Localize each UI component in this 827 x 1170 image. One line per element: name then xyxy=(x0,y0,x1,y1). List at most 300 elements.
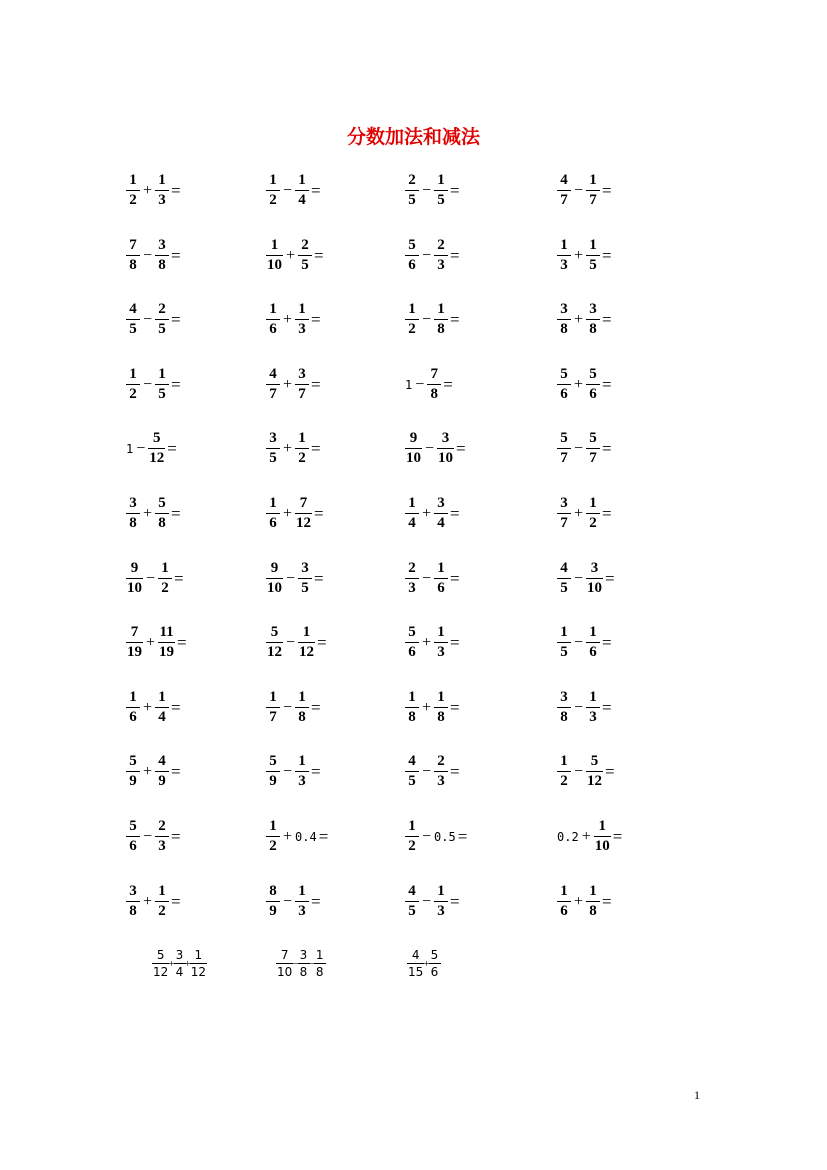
operator-sign: + xyxy=(574,504,584,522)
denominator: 4 xyxy=(434,513,448,532)
denominator: 10 xyxy=(587,580,603,596)
denominator: 3 xyxy=(434,642,448,661)
operator-sign: − xyxy=(415,375,425,393)
math-problem xyxy=(266,366,321,403)
fraction xyxy=(126,560,143,597)
denominator: 6 xyxy=(429,963,441,979)
fraction xyxy=(586,560,603,597)
fraction xyxy=(434,689,448,726)
equals-sign: = xyxy=(314,503,324,523)
equals-sign: = xyxy=(314,568,324,588)
math-problem xyxy=(266,237,324,274)
denominator: 3 xyxy=(155,836,169,855)
equals-sign: = xyxy=(457,826,468,846)
numerator: 4 xyxy=(408,883,416,899)
numerator: 3 xyxy=(158,237,166,253)
numerator: 3 xyxy=(269,430,277,446)
operator-sign: + xyxy=(143,762,153,780)
equals-sign: = xyxy=(450,245,460,265)
denominator: 9 xyxy=(266,771,280,790)
numerator: 5 xyxy=(560,366,568,382)
fraction xyxy=(407,948,424,979)
fraction xyxy=(126,495,140,532)
numerator: 9 xyxy=(270,560,279,576)
numerator: 1 xyxy=(270,237,279,253)
operator-sign: + xyxy=(283,827,293,845)
fraction xyxy=(557,495,571,532)
equals-sign: = xyxy=(443,374,453,394)
whole-number: 1 xyxy=(126,441,134,456)
denominator: 3 xyxy=(405,578,419,597)
operator-sign: − xyxy=(574,698,584,716)
denominator: 2 xyxy=(405,319,419,338)
operator-sign: − xyxy=(286,633,296,651)
fraction xyxy=(405,818,419,855)
numerator: 4 xyxy=(560,560,568,576)
denominator: 5 xyxy=(155,384,169,403)
numerator: 1 xyxy=(298,753,306,769)
equals-sign: = xyxy=(171,309,181,329)
numerator: 3 xyxy=(175,948,184,962)
denominator: 3 xyxy=(434,771,448,790)
math-problem xyxy=(126,430,177,467)
fraction xyxy=(266,883,280,920)
numerator: 1 xyxy=(408,689,416,705)
math-problem xyxy=(557,560,615,597)
denominator: 2 xyxy=(126,384,140,403)
operator-sign: + xyxy=(283,375,293,393)
denominator: 3 xyxy=(434,255,448,274)
fraction xyxy=(155,818,169,855)
operator-sign: − xyxy=(425,439,435,457)
denominator: 8 xyxy=(557,319,571,338)
denominator: 15 xyxy=(408,965,424,979)
operator-sign: − xyxy=(308,957,315,970)
denominator: 9 xyxy=(126,771,140,790)
equals-sign: = xyxy=(602,632,612,652)
operator-sign: − xyxy=(283,181,293,199)
numerator: 3 xyxy=(560,301,568,317)
numerator: 3 xyxy=(299,948,308,962)
whole-number: 0.2 xyxy=(557,829,579,844)
operator-sign: − xyxy=(574,762,584,780)
numerator: 5 xyxy=(269,753,277,769)
numerator: 1 xyxy=(269,172,277,188)
equals-sign: = xyxy=(602,697,612,717)
math-problem xyxy=(126,624,187,661)
denominator: 2 xyxy=(155,901,169,920)
numerator: 1 xyxy=(158,883,166,899)
numerator: 2 xyxy=(408,172,416,188)
page-number: 1 xyxy=(694,1088,700,1102)
denominator: 2 xyxy=(158,578,172,597)
fraction xyxy=(266,366,280,403)
numerator: 1 xyxy=(158,366,166,382)
denominator: 5 xyxy=(405,771,419,790)
fraction xyxy=(405,753,419,790)
fraction xyxy=(266,301,280,338)
denominator: 5 xyxy=(298,255,312,274)
denominator: 12 xyxy=(296,515,312,531)
math-problem xyxy=(126,172,181,209)
numerator: 1 xyxy=(589,495,597,511)
fraction xyxy=(148,430,165,467)
denominator: 3 xyxy=(295,771,309,790)
numerator: 5 xyxy=(129,753,137,769)
operator-sign: + xyxy=(574,310,584,328)
operator-sign: + xyxy=(143,892,153,910)
equals-sign: = xyxy=(171,891,181,911)
numerator: 3 xyxy=(441,430,450,446)
denominator: 9 xyxy=(155,771,169,790)
math-problem xyxy=(266,624,327,661)
fraction xyxy=(266,818,280,855)
numerator: 3 xyxy=(437,495,445,511)
numerator: 3 xyxy=(560,689,568,705)
fraction xyxy=(594,818,611,855)
denominator: 2 xyxy=(405,836,419,855)
equals-sign: = xyxy=(605,761,615,781)
math-problem xyxy=(266,301,321,338)
denominator: 10 xyxy=(406,450,421,466)
operator-sign: + xyxy=(283,439,293,457)
numerator: 4 xyxy=(408,753,416,769)
math-problem xyxy=(126,560,184,597)
numerator: 5 xyxy=(158,495,166,511)
equals-sign: = xyxy=(174,568,184,588)
denominator: 10 xyxy=(267,257,282,273)
fraction xyxy=(276,948,293,979)
fraction xyxy=(405,883,419,920)
operator-sign: − xyxy=(146,569,156,587)
numerator: 1 xyxy=(437,172,445,188)
denominator: 10 xyxy=(594,838,610,854)
numerator: 2 xyxy=(437,237,445,253)
denominator: 4 xyxy=(174,963,186,979)
numerator: 9 xyxy=(130,560,139,576)
fraction xyxy=(586,753,603,790)
denominator: 3 xyxy=(557,255,571,274)
denominator: 3 xyxy=(295,319,309,338)
denominator: 4 xyxy=(155,707,169,726)
math-problem xyxy=(266,883,321,920)
equals-sign: = xyxy=(311,761,321,781)
fraction xyxy=(152,948,169,979)
numerator: 3 xyxy=(129,883,137,899)
numerator: 1 xyxy=(298,172,306,188)
math-problem xyxy=(126,883,181,920)
denominator: 5 xyxy=(266,448,280,467)
numerator: 1 xyxy=(302,624,311,640)
operator-sign: − xyxy=(422,569,432,587)
numerator: 7 xyxy=(280,948,289,962)
fraction xyxy=(557,172,571,209)
numerator: 5 xyxy=(589,366,597,382)
equals-sign: = xyxy=(450,632,460,652)
denominator: 6 xyxy=(434,578,448,597)
fraction xyxy=(266,560,283,597)
fraction xyxy=(298,237,312,274)
denominator: 6 xyxy=(586,384,600,403)
math-problem xyxy=(405,818,467,855)
whole-number: 1 xyxy=(405,377,413,392)
fraction xyxy=(126,624,143,661)
equals-sign: = xyxy=(171,180,181,200)
fraction xyxy=(557,883,571,920)
fraction xyxy=(295,430,309,467)
math-problem xyxy=(126,753,181,790)
fraction xyxy=(434,560,448,597)
math-problem xyxy=(557,883,612,920)
fraction xyxy=(266,689,280,726)
fraction xyxy=(158,624,175,661)
numerator: 1 xyxy=(269,818,277,834)
equals-sign: = xyxy=(171,374,181,394)
numerator: 1 xyxy=(158,172,166,188)
denominator: 8 xyxy=(126,255,140,274)
operator-sign: − xyxy=(422,892,432,910)
fraction xyxy=(126,366,140,403)
fraction xyxy=(427,366,441,403)
equals-sign: = xyxy=(311,180,321,200)
denominator: 8 xyxy=(434,707,448,726)
operator-sign: + xyxy=(286,246,296,264)
denominator: 12 xyxy=(190,965,206,979)
denominator: 12 xyxy=(587,773,603,789)
denominator: 9 xyxy=(266,901,280,920)
denominator: 8 xyxy=(295,707,309,726)
numerator: 1 xyxy=(158,689,166,705)
equals-sign: = xyxy=(311,309,321,329)
fraction xyxy=(266,495,280,532)
denominator: 2 xyxy=(295,448,309,467)
numerator: 3 xyxy=(590,560,599,576)
operator-sign: − xyxy=(143,375,153,393)
denominator: 3 xyxy=(586,707,600,726)
fraction xyxy=(405,560,419,597)
equals-sign: = xyxy=(311,891,321,911)
denominator: 5 xyxy=(126,319,140,338)
numerator: 5 xyxy=(590,753,599,769)
denominator: 5 xyxy=(434,190,448,209)
math-problem xyxy=(557,818,622,855)
operator-sign: − xyxy=(574,439,584,457)
denominator: 12 xyxy=(267,644,282,660)
fraction xyxy=(557,366,571,403)
fraction xyxy=(266,753,280,790)
operator-sign: + xyxy=(422,504,432,522)
equals-sign: = xyxy=(450,761,460,781)
numerator: 5 xyxy=(560,430,568,446)
fraction xyxy=(557,301,571,338)
equals-sign: = xyxy=(605,568,615,588)
equals-sign: = xyxy=(311,697,321,717)
denominator: 4 xyxy=(295,190,309,209)
denominator: 5 xyxy=(298,578,312,597)
fraction xyxy=(295,753,309,790)
operator-sign: − xyxy=(143,310,153,328)
operator-sign: + xyxy=(423,957,430,970)
equals-sign: = xyxy=(612,826,623,846)
equals-sign: = xyxy=(602,245,612,265)
numerator: 1 xyxy=(589,237,597,253)
equals-sign: = xyxy=(456,438,466,458)
denominator: 6 xyxy=(586,642,600,661)
numerator: 5 xyxy=(430,948,439,962)
math-problem xyxy=(405,560,460,597)
numerator: 1 xyxy=(269,301,277,317)
denominator: 12 xyxy=(149,450,165,466)
numerator: 1 xyxy=(298,689,306,705)
equals-sign: = xyxy=(450,503,460,523)
fraction xyxy=(434,495,448,532)
fraction xyxy=(126,689,140,726)
denominator: 6 xyxy=(266,319,280,338)
numerator: 5 xyxy=(153,430,161,446)
equals-sign: = xyxy=(602,309,612,329)
math-problem xyxy=(405,753,460,790)
denominator: 5 xyxy=(586,255,600,274)
math-problem xyxy=(405,624,460,661)
numerator: 8 xyxy=(269,883,277,899)
math-problem xyxy=(266,430,321,467)
fraction xyxy=(434,237,448,274)
fraction xyxy=(155,172,169,209)
math-problem xyxy=(126,818,181,855)
fraction xyxy=(405,689,419,726)
numerator: 5 xyxy=(129,818,137,834)
numerator: 1 xyxy=(269,689,277,705)
math-problem xyxy=(126,301,181,338)
denominator: 5 xyxy=(557,578,571,597)
math-problem xyxy=(266,689,321,726)
denominator: 3 xyxy=(295,901,309,920)
numerator: 1 xyxy=(408,818,416,834)
operator-sign: + xyxy=(143,698,153,716)
fraction xyxy=(126,237,140,274)
operator-sign: − xyxy=(143,246,153,264)
denominator: 7 xyxy=(586,448,600,467)
numerator: 1 xyxy=(194,948,203,962)
denominator: 8 xyxy=(427,384,441,403)
fraction xyxy=(295,301,309,338)
denominator: 19 xyxy=(127,644,142,660)
denominator: 5 xyxy=(557,642,571,661)
equals-sign: = xyxy=(167,438,177,458)
numerator: 1 xyxy=(598,818,606,834)
math-problem xyxy=(407,948,441,979)
fraction xyxy=(586,172,600,209)
operator-sign: − xyxy=(283,892,293,910)
numerator: 3 xyxy=(301,560,309,576)
fraction xyxy=(266,237,283,274)
math-problem xyxy=(126,495,181,532)
numerator: 1 xyxy=(129,172,137,188)
fraction xyxy=(586,301,600,338)
math-problem xyxy=(557,753,615,790)
whole-number: 0.4 xyxy=(295,829,317,844)
math-problem xyxy=(557,624,612,661)
fraction xyxy=(266,172,280,209)
fraction xyxy=(266,624,283,661)
math-problem xyxy=(557,301,612,338)
operator-sign: + xyxy=(574,375,584,393)
numerator: 11 xyxy=(159,624,174,640)
math-problem xyxy=(557,495,612,532)
fraction xyxy=(155,753,169,790)
numerator: 1 xyxy=(560,624,568,640)
denominator: 8 xyxy=(155,255,169,274)
fraction xyxy=(586,689,600,726)
numerator: 1 xyxy=(560,237,568,253)
fraction xyxy=(434,753,448,790)
denominator: 8 xyxy=(405,707,419,726)
equals-sign: = xyxy=(311,374,321,394)
denominator: 5 xyxy=(405,901,419,920)
denominator: 8 xyxy=(586,319,600,338)
equals-sign: = xyxy=(318,826,329,846)
numerator: 1 xyxy=(408,495,416,511)
fraction xyxy=(266,430,280,467)
fraction xyxy=(298,560,312,597)
denominator: 2 xyxy=(266,190,280,209)
numerator: 7 xyxy=(430,366,439,382)
fraction xyxy=(557,689,571,726)
numerator: 9 xyxy=(409,430,418,446)
numerator: 3 xyxy=(560,495,568,511)
numerator: 7 xyxy=(130,624,139,640)
operator-sign: + xyxy=(574,246,584,264)
numerator: 5 xyxy=(408,624,416,640)
denominator: 8 xyxy=(155,513,169,532)
numerator: 1 xyxy=(437,560,445,576)
math-problem xyxy=(405,366,453,403)
numerator: 1 xyxy=(161,560,169,576)
numerator: 5 xyxy=(589,430,597,446)
fraction xyxy=(155,883,169,920)
operator-sign: − xyxy=(422,246,432,264)
numerator: 7 xyxy=(129,237,137,253)
fraction xyxy=(158,560,172,597)
operator-sign: + xyxy=(422,633,432,651)
operator-sign: + xyxy=(143,181,153,199)
numerator: 1 xyxy=(298,883,306,899)
numerator: 1 xyxy=(589,624,597,640)
math-problem xyxy=(405,172,460,209)
fraction xyxy=(434,624,448,661)
equals-sign: = xyxy=(602,180,612,200)
operator-sign: − xyxy=(136,439,146,457)
denominator: 3 xyxy=(434,901,448,920)
numerator: 4 xyxy=(411,948,420,962)
math-problem xyxy=(405,237,460,274)
numerator: 2 xyxy=(408,560,416,576)
denominator: 8 xyxy=(586,901,600,920)
denominator: 6 xyxy=(126,836,140,855)
numerator: 2 xyxy=(437,753,445,769)
math-problem xyxy=(405,883,460,920)
page-title: 分数加法和减法 xyxy=(346,126,480,148)
operator-sign: − xyxy=(292,957,299,970)
fraction xyxy=(126,301,140,338)
operator-sign: + xyxy=(184,957,191,970)
numerator: 1 xyxy=(298,301,306,317)
numerator: 5 xyxy=(408,237,416,253)
fraction xyxy=(405,237,419,274)
math-problem xyxy=(557,237,612,274)
operator-sign: − xyxy=(422,310,432,328)
numerator: 4 xyxy=(129,301,137,317)
